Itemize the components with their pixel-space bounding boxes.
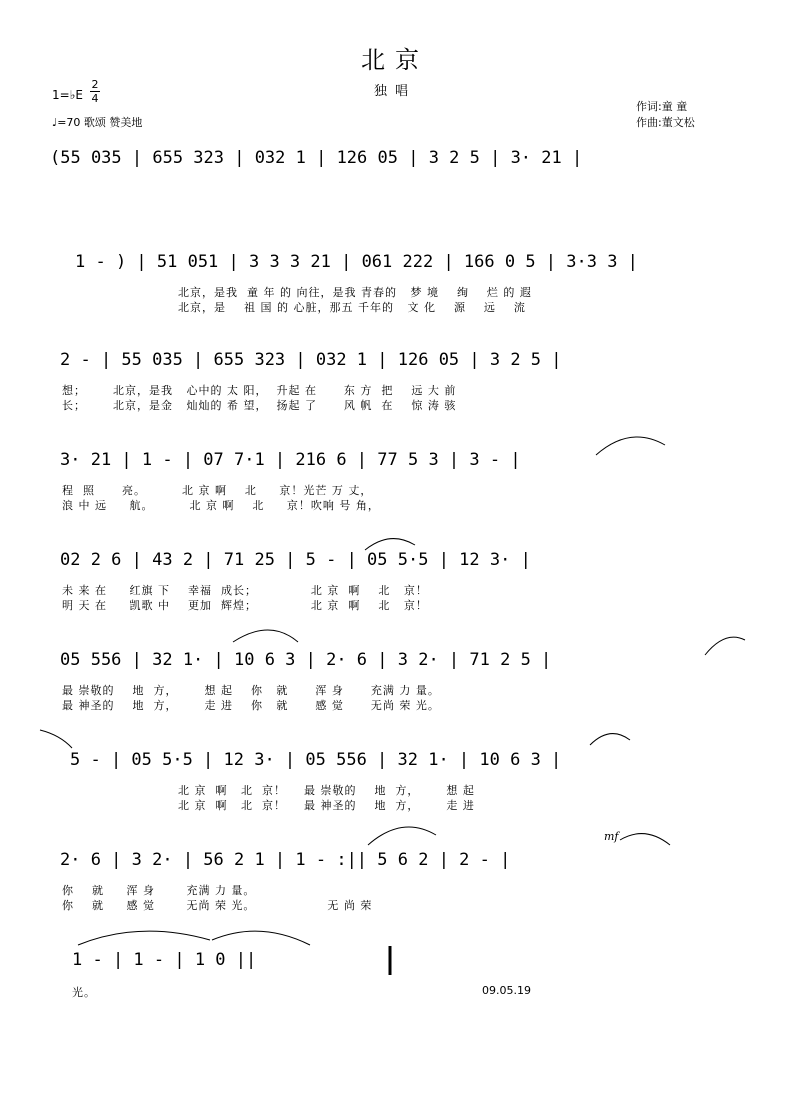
lyrics-verse-1: 未 来 在 红旗 下 幸福 成长； 北 京 啊 北 京！ (62, 584, 428, 597)
key-signature: 1=♭E (52, 88, 83, 102)
composer: 作曲:董文松 (636, 116, 695, 129)
notation-line: 5 - | 05 5·5 | 12 3· | 05 556 | 32 1· | 10 6 3 | (70, 750, 562, 770)
notation-line: 05 556 | 32 1· | 10 6 3 | 2· 6 | 3 2· | 71 2 5 | (60, 650, 552, 670)
notation-line: 2 - | 55 035 | 655 323 | 032 1 | 126 05 | 3 2 5 | (60, 350, 562, 370)
lyrics-verse-1: 北 京 啊 北 京！ 最 崇敬的 地 方， 想 起 (178, 784, 475, 797)
lyrics-verse-2: 最 神圣的 地 方， 走 进 你 就 感 觉 无尚 荣 光。 (62, 699, 440, 712)
lyrics-verse-2: 你 就 感 觉 无尚 荣 光。 无 尚 荣 (62, 899, 373, 912)
notation-line: 2· 6 | 3 2· | 56 2 1 | 1 - :|| 5 6 2 | 2 - | (60, 850, 511, 870)
song-subtitle: 独唱 (373, 84, 416, 99)
time-signature-bottom: 4 (91, 92, 99, 105)
time-signature (90, 78, 100, 105)
lyrics-verse-1: 最 崇敬的 地 方， 想 起 你 就 浑 身 充满 力 量。 (62, 684, 440, 697)
lyricist: 作词:童 童 (636, 100, 688, 113)
lyrics-verse-2: 浪 中 远 航。 北 京 啊 北 京！吹响 号 角， (62, 499, 380, 512)
lyrics-verse-1: 程 照 亮。 北 京 啊 北 京！光芒 万 丈， (62, 484, 373, 497)
tempo-marking: ♩=70 歌颂 赞美地 (52, 116, 143, 129)
song-title: 北京 (361, 46, 429, 74)
notation-line: 02 2 6 | 43 2 | 71 25 | 5 - | 05 5·5 | 12 3· | (60, 550, 531, 570)
lyrics-verse-1: 光。 (72, 986, 96, 999)
lyrics-verse-2: 长； 北京，是金 灿灿的 希 望， 扬起 了 风 帆 在 惊 涛 骇 (62, 399, 457, 412)
notation-line: 1 - ) | 51 051 | 3 3 3 21 | 061 222 | 166 0 5 | 3·3 3 | (75, 252, 638, 272)
notation-line: 3· 21 | 1 - | 07 7·1 | 216 6 | 77 5 3 | 3 - | (60, 450, 521, 470)
date-stamp: 09.05.19 (482, 984, 531, 997)
time-signature-top: 2 (91, 78, 99, 91)
lyrics-verse-2: 明 天 在 凯歌 中 更加 辉煌； 北 京 啊 北 京！ (62, 599, 428, 612)
lyrics-verse-1: 想； 北京，是我 心中的 太 阳， 升起 在 东 方 把 远 大 前 (62, 384, 457, 397)
lyrics-verse-1: 北京，是我 童 年 的 向往，是我 青春的 梦 境 绚 烂 的 遐 (178, 286, 532, 299)
lyrics-verse-1: 你 就 浑 身 充满 力 量。 (62, 884, 256, 897)
notation-line: (55 035 | 655 323 | 032 1 | 126 05 | 3 2 5 | 3· 21 | (50, 148, 583, 168)
lyrics-verse-2: 北京，是 祖 国 的 心脏，那五 千年的 文 化 源 远 流 (178, 301, 526, 314)
lyrics-verse-2: 北 京 啊 北 京！ 最 神圣的 地 方， 走 进 (178, 799, 475, 812)
notation-line: 1 - | 1 - | 1 0 || (72, 950, 257, 970)
dynamic-marking: mf (604, 830, 619, 843)
